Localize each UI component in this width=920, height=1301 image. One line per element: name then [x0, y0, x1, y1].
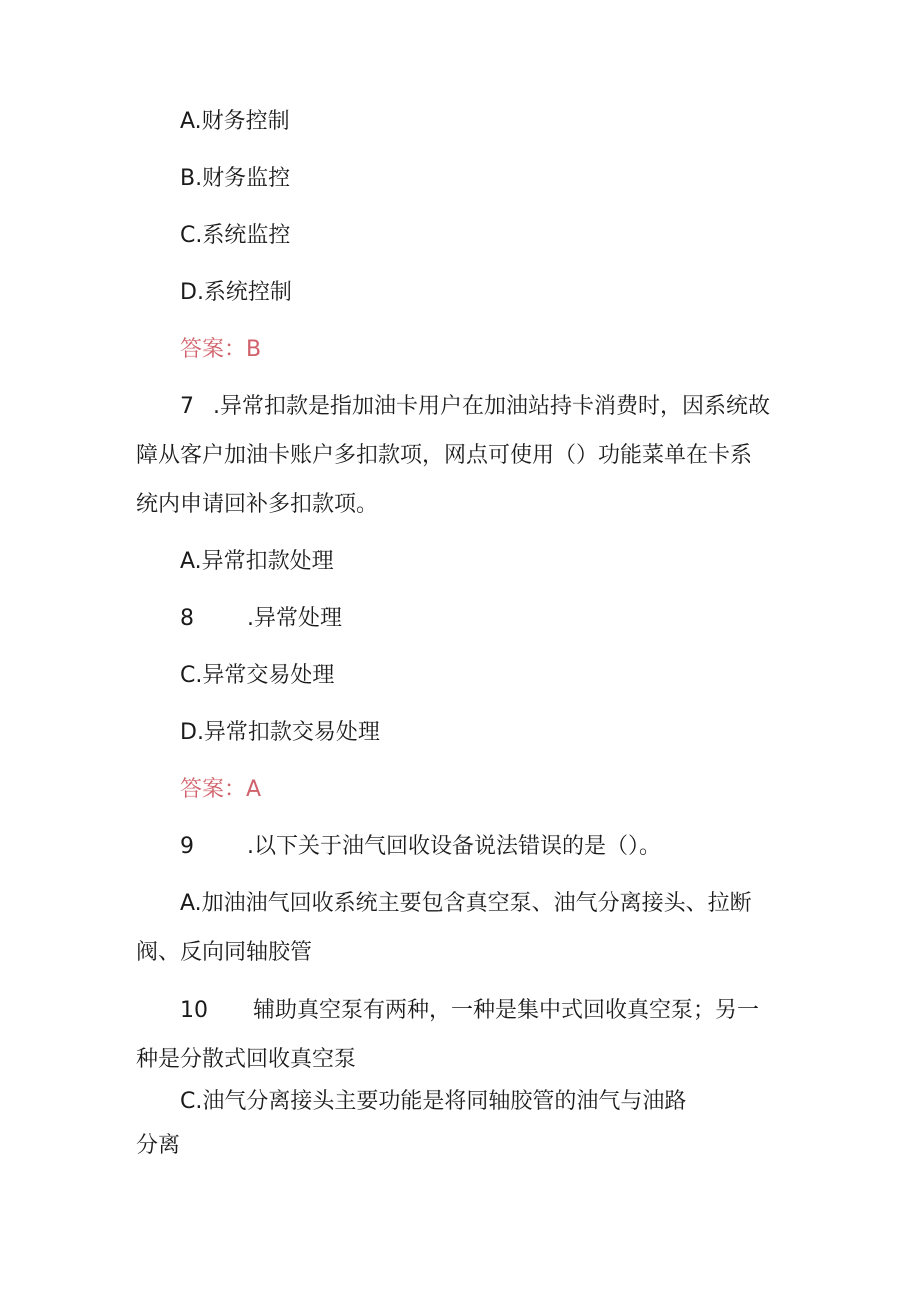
q7-number: 7: [180, 394, 194, 419]
q7-option-a: A.异常扣款处理: [180, 549, 334, 574]
q7-answer: 答案：A: [180, 777, 262, 802]
q6-answer: 答案：B: [180, 337, 262, 362]
q6-option-d: D.系统控制: [180, 280, 292, 305]
q9-option-b-number: 10: [180, 998, 208, 1023]
q9-option-b-line-1: [180, 996, 759, 1026]
q9-option-a-line-1: A.加油油气回收系统主要包含真空泵、油气分离接头、拉断: [180, 891, 752, 916]
q9-number: 9: [180, 834, 194, 859]
q6-option-c: C.系统监控: [180, 223, 291, 248]
q9-option-b-line-2: 种是分散式回收真空泵: [136, 1047, 357, 1072]
q7-stem-text-1: .异常扣款是指加油卡用户在加油站持卡消费时，因系统故: [213, 394, 770, 419]
q9-stem: [180, 832, 661, 862]
q7-stem-line-3: 统内申请回补多扣款项。: [136, 492, 379, 517]
q7-stem-line-2: 障从客户加油卡账户多扣款项，网点可使用（）功能菜单在卡系: [136, 443, 753, 468]
q7-option-d: D.异常扣款交易处理: [180, 720, 380, 745]
q7-option-b-number: 8: [180, 606, 194, 631]
q7-option-b-text: .异常处理: [247, 606, 342, 631]
q7-option-b: [180, 604, 342, 634]
q9-option-c-line-1: C.油气分离接头主要功能是将同轴胶管的油气与油路: [180, 1089, 687, 1114]
q6-option-a: A.财务控制: [180, 109, 290, 134]
q9-option-a-line-2: 阀、反向同轴胶管: [136, 940, 313, 965]
q7-stem-line-1: [180, 392, 770, 422]
q6-option-b: B.财务监控: [180, 166, 291, 191]
q9-stem-text: .以下关于油气回收设备说法错误的是（）。: [247, 834, 661, 859]
q9-option-b-text-1: 辅助真空泵有两种，一种是集中式回收真空泵；另一: [253, 998, 760, 1023]
q9-option-c-line-2: 分离: [136, 1133, 181, 1158]
q7-option-c: C.异常交易处理: [180, 663, 335, 688]
